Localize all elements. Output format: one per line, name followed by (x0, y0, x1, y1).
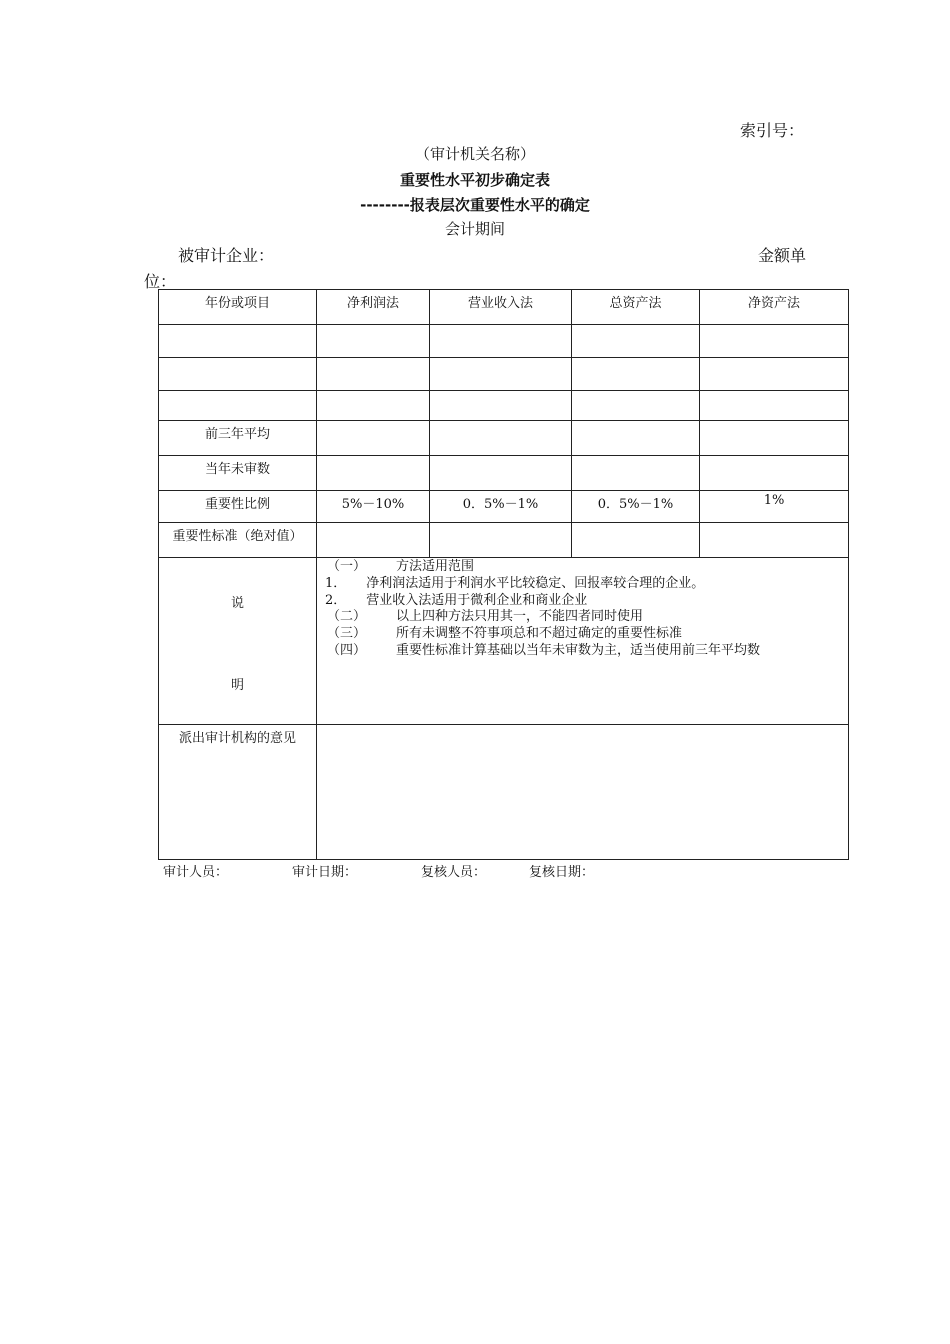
column-header: 净利润法 (317, 290, 430, 325)
table-cell[interactable] (430, 325, 572, 358)
table-row (159, 325, 849, 358)
amount-unit-label: 金额单 (758, 246, 807, 265)
description-label-char-1: 说 (230, 596, 244, 611)
table-row-three-year-average (159, 421, 849, 456)
table-row-current-unaudited (159, 456, 849, 491)
auditor-label: 审计人员： (163, 865, 229, 880)
table-cell[interactable] (572, 325, 700, 358)
table-cell[interactable] (430, 456, 572, 491)
page-subtitle: --------报表层次重要性水平的确定 (360, 196, 590, 214)
index-number-label: 索引号： (740, 121, 805, 140)
note-line: （三） 所有未调整不符事项总和不超过确定的重要性标准 (327, 626, 683, 642)
row-label: 前三年平均 (159, 421, 317, 456)
row-label: 当年未审数 (159, 456, 317, 491)
description-label-cell (159, 558, 317, 725)
table-cell[interactable] (700, 358, 849, 391)
table-cell[interactable] (430, 358, 572, 391)
note-line: 2． 营业收入法适用于微利企业和商业企业 (325, 592, 588, 608)
table-cell[interactable] (700, 421, 849, 456)
table-cell[interactable] (700, 325, 849, 358)
table-cell[interactable] (430, 391, 572, 421)
materiality-table (158, 289, 849, 860)
table-cell[interactable] (317, 358, 430, 391)
column-header: 总资产法 (572, 290, 700, 325)
ratio-value: 0．5%－1% (572, 491, 700, 523)
table-cell[interactable] (572, 456, 700, 491)
table-cell[interactable] (572, 523, 700, 558)
column-header: 营业收入法 (430, 290, 572, 325)
ratio-value: 0．5%－1% (430, 491, 572, 523)
opinion-field[interactable] (317, 725, 849, 860)
row-label: 重要性比例 (159, 491, 317, 523)
table-cell[interactable] (317, 523, 430, 558)
table-cell[interactable] (572, 421, 700, 456)
table-row-description (159, 558, 849, 725)
table-row (159, 391, 849, 421)
agency-name: （审计机关名称） (414, 145, 535, 163)
table-cell[interactable] (159, 325, 317, 358)
table-row-materiality-ratio (159, 491, 849, 523)
table-cell[interactable] (572, 391, 700, 421)
auditee-label: 被审计企业： (178, 246, 275, 265)
accounting-period-label: 会计期间 (444, 220, 505, 238)
description-label-char-2: 明 (230, 678, 244, 693)
note-line: （二） 以上四种方法只用其一，不能四者同时使用 (327, 609, 644, 625)
table-row-materiality-standard (159, 523, 849, 558)
table-cell[interactable] (317, 421, 430, 456)
page-title: 重要性水平初步确定表 (399, 171, 550, 189)
row-label: 重要性标准（绝对值） (159, 523, 317, 558)
note-line: （一） 方法适用范围 (327, 559, 475, 574)
description-notes (317, 558, 849, 725)
ratio-value: 5%－10% (317, 491, 430, 523)
table-cell[interactable] (317, 325, 430, 358)
table-row (159, 358, 849, 391)
note-line: 1． 净利润法适用于利润水平比较稳定、回报率较合理的企业。 (325, 575, 705, 591)
table-cell[interactable] (700, 523, 849, 558)
ratio-value: 1% (700, 491, 849, 523)
table-cell[interactable] (700, 391, 849, 421)
table-cell[interactable] (430, 523, 572, 558)
amount-unit-label-cont: 位： (144, 272, 177, 291)
column-header: 净资产法 (700, 290, 849, 325)
note-line: （四） 重要性标准计算基础以当年未审数为主，适当使用前三年平均数 (327, 642, 761, 658)
table-header-row (159, 290, 849, 325)
table-cell[interactable] (700, 456, 849, 491)
table-cell[interactable] (317, 456, 430, 491)
audit-date-label: 审计日期： (292, 865, 358, 880)
table-cell[interactable] (317, 391, 430, 421)
opinion-label: 派出审计机构的意见 (159, 725, 317, 860)
table-row-opinion (159, 725, 849, 860)
review-date-label: 复核日期： (529, 865, 595, 880)
table-cell[interactable] (430, 421, 572, 456)
table-cell[interactable] (159, 391, 317, 421)
column-header: 年份或项目 (159, 290, 317, 325)
reviewer-label: 复核人员： (421, 865, 487, 880)
table-cell[interactable] (572, 358, 700, 391)
table-cell[interactable] (159, 358, 317, 391)
